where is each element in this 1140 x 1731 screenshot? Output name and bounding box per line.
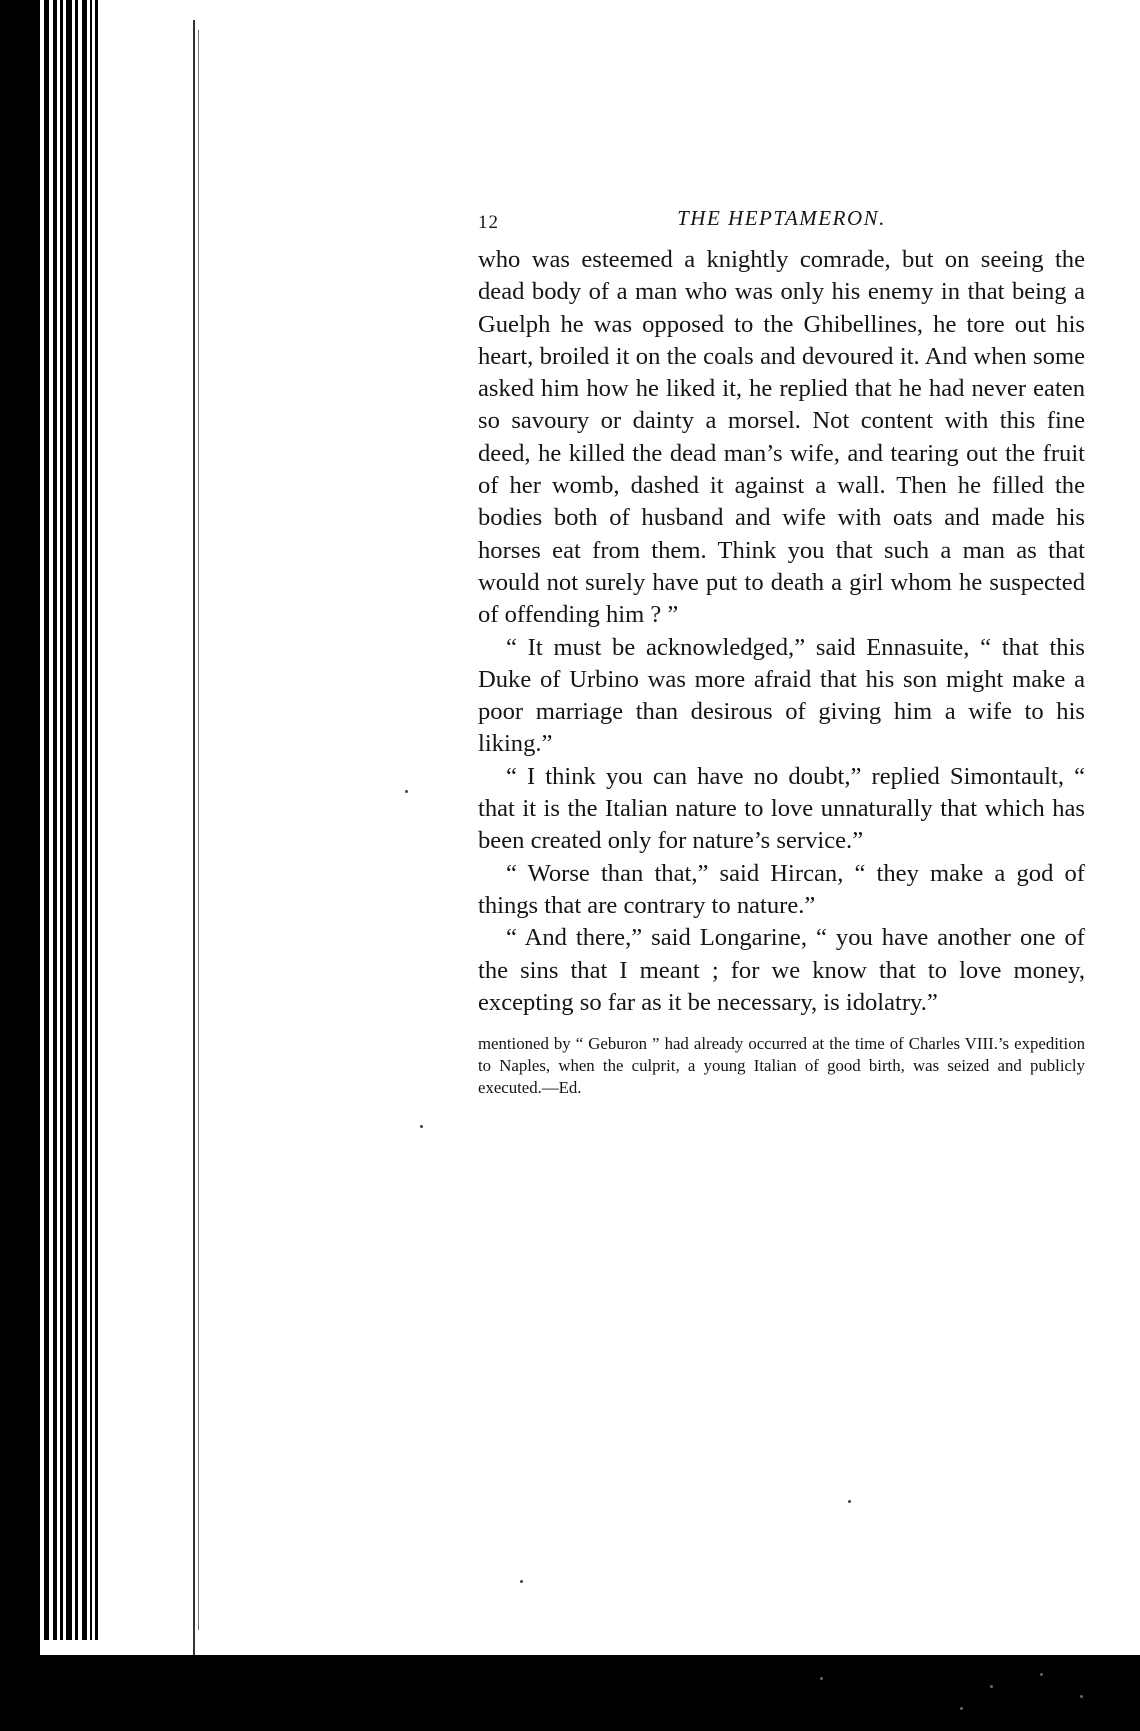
scan-speck xyxy=(520,1580,523,1583)
scan-speck xyxy=(405,790,408,793)
book-gutter xyxy=(0,0,230,1660)
book-page xyxy=(478,196,1085,1099)
footnote: mentioned by “ Geburon ” had already occurred at the time of Charles VIII.’s expedition to Naples, when the culprit, a young Italian of good birth, was seized and publicly executed.—Ed. xyxy=(478,1034,1085,1098)
paragraph: “ Worse than that,” said Hircan, “ they make a god of things that are contrary to nature.” xyxy=(478,859,1085,919)
paragraph: who was esteemed a knightly comrade, but on seeing the dead body of a man who was only his enemy in that being a Guelph he was opposed to the Ghibellines, he tore out his heart, broiled it on the coals and devoured it. And when some asked him how he liked it, he replied that he had never eaten so savoury or dainty a morsel. Not content with this fine deed, he killed the dead man’s wife, and tearing out the fruit of her womb, dashed it against a wall. Then he filled the bodies both of husband and wife with oats and made his horses eat from them. Think you that such a man as that would not surely have put to death a girl whom he suspected of offending him ? ” xyxy=(478,246,1085,629)
scan-border xyxy=(0,1655,1140,1731)
scan-speck xyxy=(420,1125,423,1128)
paragraph: “ It must be acknowledged,” said Ennasuite, “ that this Duke of Urbino was more afraid that his son might make a poor marriage than desirous of giving him a wife to his liking.” xyxy=(478,633,1085,758)
paragraph: “ And there,” said Longarine, “ you have another one of the sins that I meant ; for we know that to love money, excepting so far as it be necessary, is idolatry.” xyxy=(478,924,1085,1016)
running-title: THE HEPTAMERON. xyxy=(677,206,886,230)
paragraph: “ I think you can have no doubt,” replied Simontault, “ that it is the Italian nature to love unnaturally that which has been created only for nature’s service.” xyxy=(478,762,1085,855)
page-number: 12 xyxy=(478,212,499,233)
running-head xyxy=(478,196,1085,236)
scan-speck xyxy=(848,1500,851,1503)
body-text xyxy=(478,244,1085,1019)
